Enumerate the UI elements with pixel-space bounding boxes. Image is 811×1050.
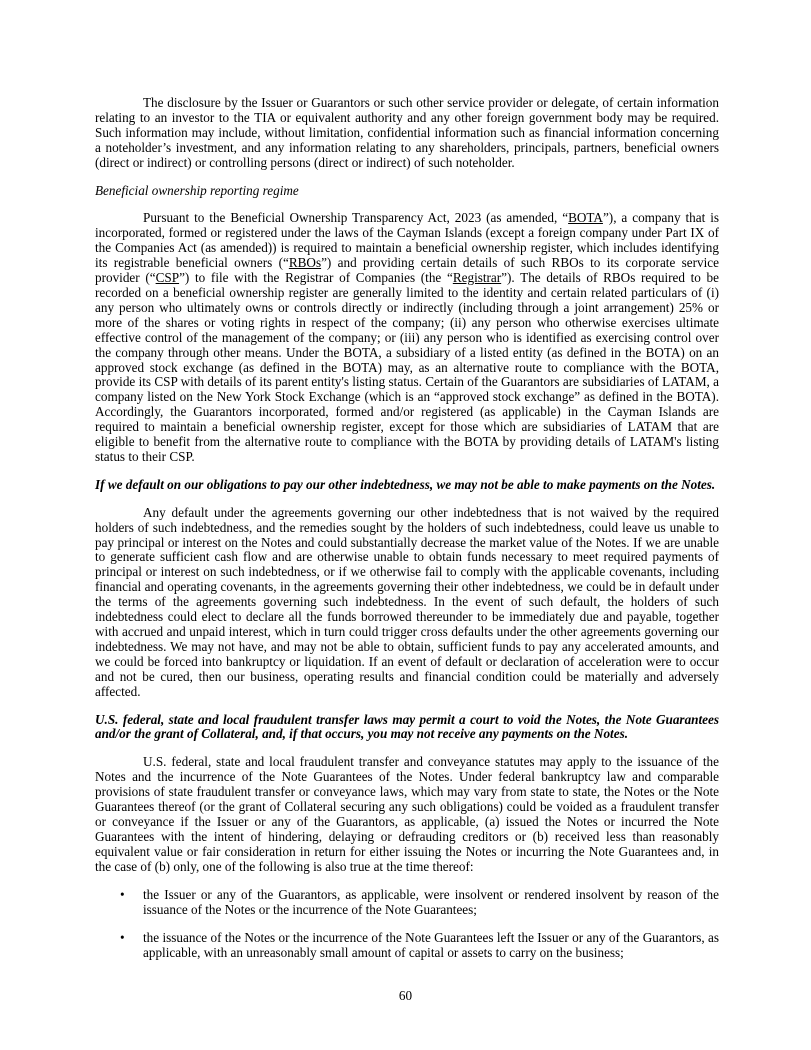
heading-fraudulent-transfer: U.S. federal, state and local fraudulent transfer laws may permit a court to void the Notes, the Note Guarantees and/or the grant of Collateral, and, if that occurs, you may not receive any payments on the Notes. — [95, 711, 719, 742]
defined-term: RBOs — [288, 255, 322, 271]
defined-term: BOTA — [568, 210, 603, 226]
heading-default-other-indebtedness: If we default on our obligations to pay our other indebtedness, we may not be able to make payments on the Notes. — [95, 476, 716, 492]
bullet-icon: • — [120, 930, 125, 946]
bullet-list — [95, 888, 719, 962]
defined-term: CSP — [155, 270, 180, 286]
text-segment: Pursuant to the Beneficial Ownership Transparency Act, 2023 (as amended, “ — [143, 210, 569, 226]
text-segment: ”). The details of RBOs required to be recorded on a beneficial ownership register are generally limited to the identity and certain related particulars of (i) any person who ultimately owns or controls directly or indirectly (including through a joint arrangement) 25% or more of the shares or voting rights in respect of the company; (ii) any person who otherwise exercises ultimate effective control of the management of the company; or (iii) any person who is identified as exercising control over the company through other means. Under the BOTA, a subsidiary of a listed entity (as defined in the BOTA) on an approved stock exchange (as defined in the BOTA) may, as an alternative route to compliance with the BOTA, provide its CSP with details of its parent entity's listing status. Certain of the Guarantors are subsidiaries of LATAM, a company listed on the New York Stock Exchange (which is an “approved stock exchange” as defined in the BOTA). Accordingly, the Guarantors incorporated, formed and/or registered (as applicable) in the Cayman Islands are required to maintain a beneficial ownership register, except for those which are subsidiaries of LATAM that are eligible to benefit from the alternative route to compliance with the BOTA by providing details of LATAM's listing status to their CSP. — [95, 270, 720, 464]
page-number: 60 — [398, 988, 413, 1004]
list-item-insolvency — [95, 888, 719, 918]
paragraph-fraudulent-transfer: U.S. federal, state and local fraudulent transfer and conveyance statutes may apply to the issuance of the Notes and the incurrence of the Note Guarantees of the Notes. Under federal bankruptcy law and comparable provisions of state fraudulent transfer or conveyance laws, which may vary from state to state, the Notes or the Note Guarantees thereof (or the grant of Collateral securing any such obligations) could be voided as a fraudulent transfer or conveyance if the Issuer or any of the Guarantors, as applicable, (a) issued the Notes or incurred the Note Guarantees with the intent of hindering, delaying or defrauding creditors or (b) received less than reasonably equivalent value or fair consideration in return for either issuing the Notes or incurring the Note Guarantees and, in the case of (b) only, one of the following is also true at the time thereof: — [95, 754, 719, 874]
list-item-small-capital — [95, 931, 719, 961]
list-item-text: the issuance of the Notes or the incurrence of the Note Guarantees left the Issuer or any of the Guarantors, as applicable, with an unreasonably small amount of capital or assets to carry on the business; — [143, 930, 719, 961]
text-segment: ”), a company that is incorporated, formed or registered under the laws of the Cayman Islands (except a foreign company under Part IX of the Companies Act (as amended)) is required to maintain a beneficial ownership register, which includes identifying its registrable beneficial owners (“ — [95, 210, 719, 271]
paragraph-disclosure: The disclosure by the Issuer or Guarantors or such other service provider or delegate, of certain information relating to an investor to the TIA or equivalent authority and any other foreign government body may be required. Such information may include, without limitation, confidential information such as financial information concerning a noteholder’s investment, and any information relating to any shareholders, principals, partners, beneficial owners (direct or indirect) or controlling persons (direct or indirect) of such noteholder. — [95, 95, 719, 170]
bullet-icon: • — [120, 886, 125, 902]
paragraph-beneficial-ownership — [95, 211, 719, 464]
heading-beneficial-ownership-regime: Beneficial ownership reporting regime — [95, 182, 299, 198]
list-item-text: the Issuer or any of the Guarantors, as applicable, were insolvent or rendered insolvent by reason of the issuance of the Notes or the incurrence of the Note Guarantees; — [143, 886, 719, 917]
document-content — [95, 96, 719, 975]
text-segment: ”) and providing certain details of such RBOs to its corporate service provider (“ — [95, 255, 719, 286]
text-segment: ”) to file with the Registrar of Companies (the “ — [179, 270, 453, 286]
paragraph-default-consequences: Any default under the agreements governing our other indebtedness that is not waived by the required holders of such indebtedness, and the remedies sought by the holders of such indebtedness, could leave us unable to pay principal or interest on the Notes and could substantially decrease the market value of the Notes. If we are unable to generate sufficient cash flow and are otherwise unable to obtain funds necessary to meet required payments of principal or interest on such indebtedness, or if we otherwise fail to comply with the applicable covenants, including financial and operating covenants, in the agreements governing their other indebtedness, we could be in default under the terms of the agreements governing such indebtedness. In the event of such default, the holders of such indebtedness could elect to declare all the funds borrowed thereunder to be immediately due and payable, together with accrued and unpaid interest, which in turn could trigger cross defaults under the other agreements governing our indebtedness. We may not have, and may not be able to obtain, sufficient funds to pay any accelerated amounts, and we could be forced into bankruptcy or liquidation. If an event of default or declaration of acceleration were to occur and not be cured, then our business, operating results and financial condition could be materially and adversely affected. — [95, 504, 719, 699]
defined-term: Registrar — [452, 270, 502, 286]
